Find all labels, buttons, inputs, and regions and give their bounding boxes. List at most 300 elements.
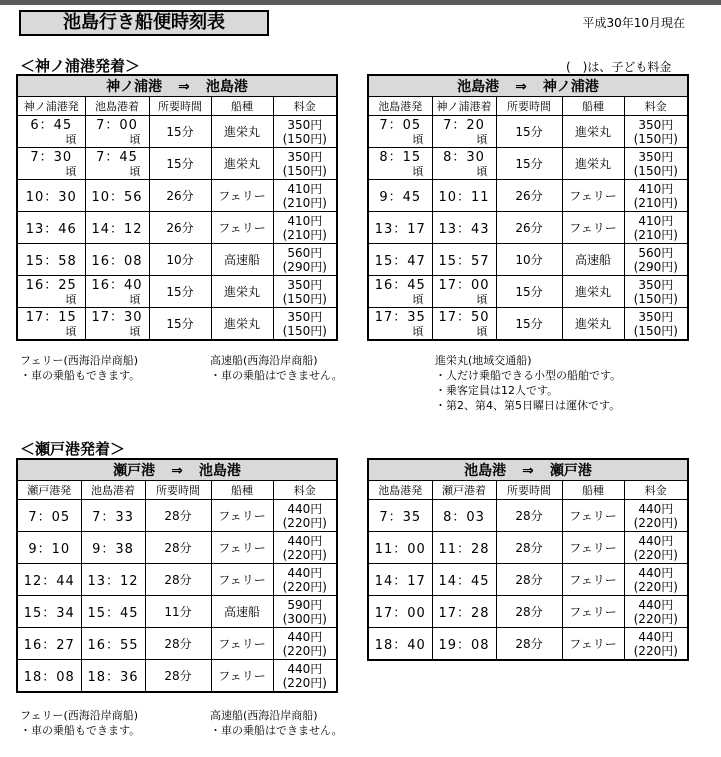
approx-label: 頃 [476, 132, 488, 146]
fare [273, 244, 337, 276]
column-header: 神ノ浦港発 [17, 97, 85, 116]
duration: 10分 [496, 244, 562, 276]
legend-line: ・車の乗船はできません。 [210, 724, 343, 737]
departure-time [17, 532, 81, 564]
child-fare: (220円) [633, 547, 678, 562]
arrival-time [85, 308, 149, 341]
adult-fare: 410円 [638, 181, 674, 196]
fare [273, 660, 337, 693]
table-row [17, 180, 337, 212]
fare [273, 212, 337, 244]
time-value: 17：28 [438, 606, 490, 621]
time-value: 15：47 [374, 254, 426, 269]
table-row [17, 628, 337, 660]
time-value: 17：50 [438, 309, 490, 325]
fare [624, 212, 688, 244]
time-value: 7：33 [92, 510, 134, 525]
arrival-time [85, 148, 149, 180]
departure-time [17, 660, 81, 693]
adult-fare: 560円 [638, 245, 674, 260]
ship-type: 進栄丸 [562, 308, 624, 341]
adult-fare: 560円 [287, 245, 323, 260]
duration: 11分 [145, 596, 211, 628]
time-value: 17：00 [438, 277, 490, 293]
duration: 28分 [496, 564, 562, 596]
column-header: 池島港着 [81, 481, 145, 500]
table-row [368, 564, 688, 596]
departure-time [368, 500, 432, 532]
arrival-time [432, 532, 496, 564]
legend-line: ・第2、第4、第5日曜日は運休です。 [435, 399, 621, 412]
adult-fare: 350円 [638, 277, 674, 292]
time-value: 15：34 [23, 606, 75, 621]
column-header: 船種 [562, 97, 624, 116]
time-value: 17：00 [374, 606, 426, 621]
fare [624, 564, 688, 596]
ship-type: 進栄丸 [211, 276, 273, 308]
route-to: 神ノ浦港 [542, 79, 599, 95]
adult-fare: 350円 [287, 309, 323, 324]
time-value: 14：17 [374, 574, 426, 589]
child-fare: (220円) [282, 643, 327, 658]
route-from: 瀬戸港 [113, 463, 156, 479]
child-fare: (150円) [633, 163, 678, 178]
legend-title: 高速船(西海沿岸商船) [210, 354, 318, 367]
ship-type: フェリー [211, 660, 273, 693]
duration: 15分 [496, 116, 562, 148]
approx-label: 頃 [412, 292, 424, 306]
time-value: 16：55 [87, 638, 139, 653]
legend-line: ・車の乗船もできます。 [20, 369, 141, 382]
duration: 26分 [149, 180, 211, 212]
ship-type: フェリー [562, 532, 624, 564]
time-value: 10：56 [91, 190, 143, 205]
departure-time [368, 180, 432, 212]
ship-type: 進栄丸 [562, 116, 624, 148]
time-value: 7：35 [379, 510, 422, 525]
column-header: 神ノ浦港着 [432, 97, 496, 116]
fare [624, 596, 688, 628]
ship-type: フェリー [211, 564, 273, 596]
time-value: 7：00 [96, 117, 138, 133]
approx-label: 頃 [129, 324, 141, 338]
departure-time [17, 116, 85, 148]
child-fare: (220円) [633, 643, 678, 658]
adult-fare: 410円 [287, 181, 323, 196]
arrival-time [432, 244, 496, 276]
departure-time [368, 308, 432, 341]
ship-type: フェリー [211, 532, 273, 564]
duration: 15分 [149, 276, 211, 308]
route-from: 神ノ浦港 [106, 79, 163, 95]
time-value: 11：00 [374, 542, 426, 557]
adult-fare: 440円 [638, 533, 674, 548]
approx-label: 頃 [476, 324, 488, 338]
duration: 15分 [496, 148, 562, 180]
duration: 28分 [145, 628, 211, 660]
time-value: 7：05 [28, 510, 71, 525]
adult-fare: 440円 [638, 629, 674, 644]
column-header: 所要時間 [149, 97, 211, 116]
adult-fare: 440円 [638, 501, 674, 516]
time-value: 9：10 [28, 542, 71, 557]
adult-fare: 440円 [287, 661, 323, 676]
arrival-time [432, 564, 496, 596]
fare [624, 308, 688, 341]
departure-time [368, 212, 432, 244]
time-value: 18：36 [87, 670, 139, 685]
child-fare: (220円) [633, 515, 678, 530]
time-value: 16：27 [23, 638, 75, 653]
departure-time [368, 564, 432, 596]
adult-fare: 440円 [638, 565, 674, 580]
child-fare: (300円) [282, 611, 327, 626]
duration: 15分 [149, 308, 211, 341]
approx-label: 頃 [65, 164, 77, 178]
time-value: 10：30 [25, 190, 77, 205]
duration: 28分 [145, 532, 211, 564]
ship-type: 高速船 [211, 244, 273, 276]
child-fare: (150円) [282, 291, 327, 306]
arrival-time [432, 212, 496, 244]
time-value: 11：28 [438, 542, 490, 557]
arrow-icon: ⇒ [515, 79, 527, 95]
child-fare-note: ( )は、子ども料金 [566, 60, 672, 74]
time-value: 14：45 [438, 574, 490, 589]
ship-type: フェリー [562, 596, 624, 628]
adult-fare: 350円 [638, 117, 674, 132]
fare [624, 532, 688, 564]
legend-line: ・車の乗船はできません。 [210, 369, 343, 382]
departure-time [368, 116, 432, 148]
approx-label: 頃 [476, 164, 488, 178]
fare [624, 276, 688, 308]
page-title: 池島行き船便時刻表 [19, 10, 269, 36]
departure-time [17, 596, 81, 628]
adult-fare: 440円 [287, 629, 323, 644]
table-row [368, 276, 688, 308]
time-value: 18：40 [374, 638, 426, 653]
ship-type: フェリー [211, 212, 273, 244]
child-fare: (220円) [282, 675, 327, 690]
adult-fare: 350円 [638, 149, 674, 164]
legend-highspeed-seto [210, 708, 343, 738]
approx-label: 頃 [476, 292, 488, 306]
legend-line: ・人だけ乗船できる小型の船舶です。 [435, 369, 622, 382]
table-row [17, 532, 337, 564]
legend-line: ・乗客定員は12人です。 [435, 384, 559, 397]
arrival-time [81, 628, 145, 660]
duration: 28分 [496, 628, 562, 661]
table-row [368, 628, 688, 661]
time-value: 6：45 [30, 117, 73, 133]
legend-shineimaru [435, 353, 621, 413]
ship-type: フェリー [562, 212, 624, 244]
table-row [368, 500, 688, 532]
ship-type: フェリー [562, 500, 624, 532]
as-of-date: 平成30年10月現在 [582, 16, 685, 30]
column-header: 料金 [624, 481, 688, 500]
table-row [17, 212, 337, 244]
legend-ferry [20, 353, 140, 383]
time-value: 13：46 [25, 222, 77, 237]
timetable-ikeshima-to-kounoura [367, 74, 689, 341]
route-to: 池島港 [205, 79, 248, 95]
child-fare: (210円) [633, 195, 678, 210]
column-header: 池島港発 [368, 481, 432, 500]
arrival-time [85, 116, 149, 148]
adult-fare: 440円 [287, 565, 323, 580]
child-fare: (220円) [282, 515, 327, 530]
adult-fare: 350円 [287, 277, 323, 292]
arrival-time [432, 276, 496, 308]
ship-type: 進栄丸 [211, 116, 273, 148]
departure-time [368, 276, 432, 308]
ship-type: フェリー [211, 500, 273, 532]
arrival-time [85, 180, 149, 212]
adult-fare: 350円 [287, 117, 323, 132]
time-value: 15：57 [438, 254, 490, 269]
departure-time [368, 628, 432, 661]
time-value: 7：45 [96, 149, 138, 165]
arrow-icon: ⇒ [171, 463, 183, 479]
child-fare: (150円) [633, 323, 678, 338]
arrival-time [85, 244, 149, 276]
route-from: 池島港 [464, 463, 507, 479]
duration: 15分 [496, 276, 562, 308]
section-heading-kounoura: ＜神ノ浦港発着＞ [20, 57, 141, 75]
departure-time [368, 596, 432, 628]
time-value: 13：17 [374, 222, 426, 237]
table-row [17, 596, 337, 628]
column-header: 池島港発 [368, 97, 432, 116]
table-row [17, 500, 337, 532]
legend-highspeed [210, 353, 343, 383]
ship-type: フェリー [562, 564, 624, 596]
duration: 10分 [149, 244, 211, 276]
table-row [368, 212, 688, 244]
adult-fare: 410円 [638, 213, 674, 228]
arrival-time [432, 308, 496, 341]
approx-label: 頃 [129, 292, 141, 306]
time-value: 19：08 [438, 638, 490, 653]
arrival-time [85, 212, 149, 244]
duration: 28分 [145, 500, 211, 532]
column-header: 瀬戸港発 [17, 481, 81, 500]
duration: 26分 [496, 180, 562, 212]
fare [624, 148, 688, 180]
arrival-time [85, 276, 149, 308]
duration: 28分 [145, 660, 211, 693]
approx-label: 頃 [65, 132, 77, 146]
route-to: 池島港 [198, 463, 241, 479]
legend-line: ・車の乗船もできます。 [20, 724, 141, 737]
child-fare: (290円) [633, 259, 678, 274]
time-value: 13：12 [87, 574, 139, 589]
fare [273, 532, 337, 564]
approx-label: 頃 [129, 132, 141, 146]
table-row [368, 148, 688, 180]
time-value: 17：15 [25, 309, 77, 325]
time-value: 7：20 [443, 117, 485, 133]
departure-time [17, 564, 81, 596]
departure-time [17, 276, 85, 308]
route-header [17, 75, 337, 97]
column-header: 料金 [624, 97, 688, 116]
time-value: 9：45 [379, 190, 422, 205]
column-headers [17, 481, 337, 500]
child-fare: (150円) [282, 131, 327, 146]
child-fare: (210円) [633, 227, 678, 242]
time-value: 16：25 [25, 277, 77, 293]
arrival-time [81, 564, 145, 596]
column-header: 料金 [273, 97, 337, 116]
time-value: 15：45 [87, 606, 139, 621]
fare [624, 628, 688, 661]
table-row [17, 244, 337, 276]
duration: 15分 [149, 148, 211, 180]
timetable-kounoura-to-ikeshima [16, 74, 338, 341]
approx-label: 頃 [65, 324, 77, 338]
departure-time [368, 148, 432, 180]
fare [624, 116, 688, 148]
time-value: 16：08 [91, 254, 143, 269]
child-fare: (210円) [282, 227, 327, 242]
time-value: 8：30 [443, 149, 485, 165]
fare [273, 596, 337, 628]
arrival-time [81, 500, 145, 532]
time-value: 8：03 [443, 510, 485, 525]
adult-fare: 440円 [287, 501, 323, 516]
route-header [368, 75, 688, 97]
table-row [17, 564, 337, 596]
ship-type: フェリー [211, 180, 273, 212]
legend-title: 高速船(西海沿岸商船) [210, 709, 318, 722]
ship-type: フェリー [211, 628, 273, 660]
departure-time [368, 532, 432, 564]
column-headers [368, 97, 688, 116]
column-header: 料金 [273, 481, 337, 500]
time-value: 7：30 [30, 149, 73, 165]
arrow-icon: ⇒ [178, 79, 190, 95]
table-row [17, 148, 337, 180]
child-fare: (220円) [633, 579, 678, 594]
legend-title: 進栄丸(地域交通船) [435, 354, 532, 367]
table-row [368, 116, 688, 148]
ship-type: フェリー [562, 628, 624, 661]
duration: 15分 [149, 116, 211, 148]
fare [273, 276, 337, 308]
departure-time [17, 212, 85, 244]
arrival-time [81, 596, 145, 628]
time-value: 16：45 [374, 277, 426, 293]
route-header [17, 459, 337, 481]
column-header: 所要時間 [496, 481, 562, 500]
time-value: 13：43 [438, 222, 490, 237]
fare [624, 500, 688, 532]
child-fare: (150円) [633, 291, 678, 306]
duration: 28分 [496, 596, 562, 628]
child-fare: (220円) [282, 547, 327, 562]
departure-time [17, 180, 85, 212]
time-value: 15：58 [25, 254, 77, 269]
duration: 26分 [149, 212, 211, 244]
ship-type: 進栄丸 [211, 308, 273, 341]
fare [273, 308, 337, 341]
section-heading-seto: ＜瀬戸港発着＞ [20, 440, 126, 458]
approx-label: 頃 [65, 292, 77, 306]
ship-type: フェリー [562, 180, 624, 212]
departure-time [17, 308, 85, 341]
arrival-time [432, 148, 496, 180]
ship-type: 進栄丸 [562, 276, 624, 308]
departure-time [17, 244, 85, 276]
column-header: 船種 [211, 481, 273, 500]
duration: 26分 [496, 212, 562, 244]
duration: 15分 [496, 308, 562, 341]
time-value: 12：44 [23, 574, 75, 589]
time-value: 10：11 [438, 190, 490, 205]
table-row [17, 308, 337, 341]
approx-label: 頃 [412, 164, 424, 178]
legend-title: フェリー(西海沿岸商船) [20, 354, 139, 367]
approx-label: 頃 [129, 164, 141, 178]
arrival-time [432, 180, 496, 212]
top-bar [0, 0, 721, 5]
table-row [17, 116, 337, 148]
approx-label: 頃 [412, 324, 424, 338]
route-from: 池島港 [457, 79, 500, 95]
column-headers [368, 481, 688, 500]
ship-type: 進栄丸 [562, 148, 624, 180]
arrival-time [432, 628, 496, 661]
time-value: 18：08 [23, 670, 75, 685]
adult-fare: 350円 [287, 149, 323, 164]
duration: 28分 [496, 500, 562, 532]
arrival-time [81, 660, 145, 693]
adult-fare: 410円 [287, 213, 323, 228]
time-value: 17：35 [374, 309, 426, 325]
ship-type: 進栄丸 [211, 148, 273, 180]
arrival-time [81, 532, 145, 564]
column-headers [17, 97, 337, 116]
column-header: 瀬戸港着 [432, 481, 496, 500]
timetable-ikeshima-to-seto [367, 458, 689, 661]
child-fare: (150円) [282, 163, 327, 178]
child-fare: (150円) [633, 131, 678, 146]
table-row [368, 308, 688, 341]
arrow-icon: ⇒ [522, 463, 534, 479]
child-fare: (290円) [282, 259, 327, 274]
departure-time [368, 244, 432, 276]
column-header: 船種 [562, 481, 624, 500]
table-row [368, 596, 688, 628]
column-header: 所要時間 [496, 97, 562, 116]
timetable-seto-to-ikeshima [16, 458, 338, 693]
table-row [368, 180, 688, 212]
ship-type: 高速船 [562, 244, 624, 276]
column-header: 所要時間 [145, 481, 211, 500]
fare [273, 500, 337, 532]
duration: 28分 [145, 564, 211, 596]
table-row [368, 532, 688, 564]
departure-time [17, 500, 81, 532]
legend-title: フェリー(西海沿岸商船) [20, 709, 139, 722]
time-value: 7：05 [379, 117, 422, 133]
time-value: 14：12 [91, 222, 143, 237]
duration: 28分 [496, 532, 562, 564]
fare [273, 628, 337, 660]
